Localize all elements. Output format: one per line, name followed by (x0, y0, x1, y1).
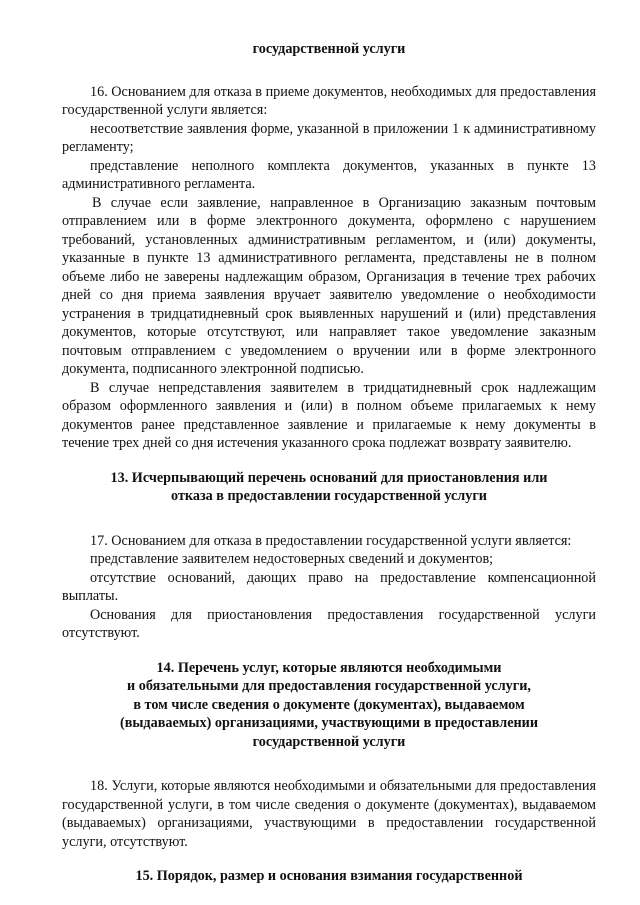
paragraph-17-body-2: Основания для приостановления предоставления государственной услуги отсутствуют. (62, 606, 596, 641)
section-14-heading (62, 659, 596, 752)
section-13-heading (62, 469, 596, 506)
paragraph-16-item-1: несоответствие заявления форме, указанной в приложении 1 к административному регламенту; (62, 120, 596, 155)
document-page (62, 40, 596, 886)
section-14-heading-line-5: государственной услуги (252, 733, 406, 750)
paragraph-17-item-2: отсутствие оснований, дающих право на предоставление компенсационной выплаты. (62, 569, 596, 604)
section-13-heading-line-1: 13. Исчерпывающий перечень оснований для приостановления или (110, 469, 548, 486)
section-14-heading-line-3: в том числе сведения о документе (документах), выдаваемом (133, 696, 525, 713)
section-14-heading-line-1: 14. Перечень услуг, которые являются необходимыми (156, 659, 502, 676)
paragraph-17-intro: 17. Основанием для отказа в предоставлении государственной услуги является: (90, 532, 572, 549)
paragraph-16-item-2: представление неполного комплекта документов, указанных в пункте 13 административного регламента. (62, 157, 596, 192)
section-14-heading-line-2: и обязательными для предоставления государственной услуги, (127, 678, 531, 694)
section-13-heading-line-2: отказа в предоставлении государственной услуги (171, 488, 487, 504)
paragraph-16-body-2: В случае если заявление, направленное в Организацию заказным почтовым отправлением или в форме электронного документа, оформлено с нарушением требований, установленных административным регламентом, и (или) документы, указанные в пункте 13 административного регламента, представлены не в полном объеме либо не заверены надлежащим образом, Организация в течение трех рабочих дней со дня приема заявления вручает заявителю уведомление о необходимости устранения в тридцатидневный срок выявленных нарушений и (или) представления документов, которые отсутствуют, или направляет такое уведомление заказным почтовым отправлением с уведомлением о вручении или в форме электронного документа, подписанного электронной подписью. (62, 194, 596, 377)
section-15-heading (62, 867, 596, 886)
top-heading (62, 40, 596, 59)
paragraph-17-item-1: представление заявителем недостоверных сведений и документов; (90, 551, 494, 567)
top-heading-text: государственной услуги (252, 41, 406, 57)
section-15-heading-line-1: 15. Порядок, размер и основания взимания государственной (135, 868, 523, 884)
section-14-heading-line-4: (выдаваемых) организациями, участвующими в предоставлении (119, 715, 539, 731)
paragraph-16-body-3: В случае непредставления заявителем в тридцатидневный срок надлежащим образом оформленного заявления и (или) в полном объеме прилагаемых к нему документов ранее представленное заявление и прилагаемые к нему документы в течение трех дней со дня истечения указанного срока подлежат возврату заявителю. (62, 379, 596, 451)
paragraph-18: 18. Услуги, которые являются необходимыми и обязательными для предоставления государственной услуги, в том числе сведения о документе (документах), выдаваемом (выдаваемых) организациями, участвующими в предоставлении государственной услуги, отсутствуют. (62, 778, 596, 850)
paragraph-16-intro: 16. Основанием для отказа в приеме документов, необходимых для предоставления государственной услуги является: (62, 83, 596, 118)
